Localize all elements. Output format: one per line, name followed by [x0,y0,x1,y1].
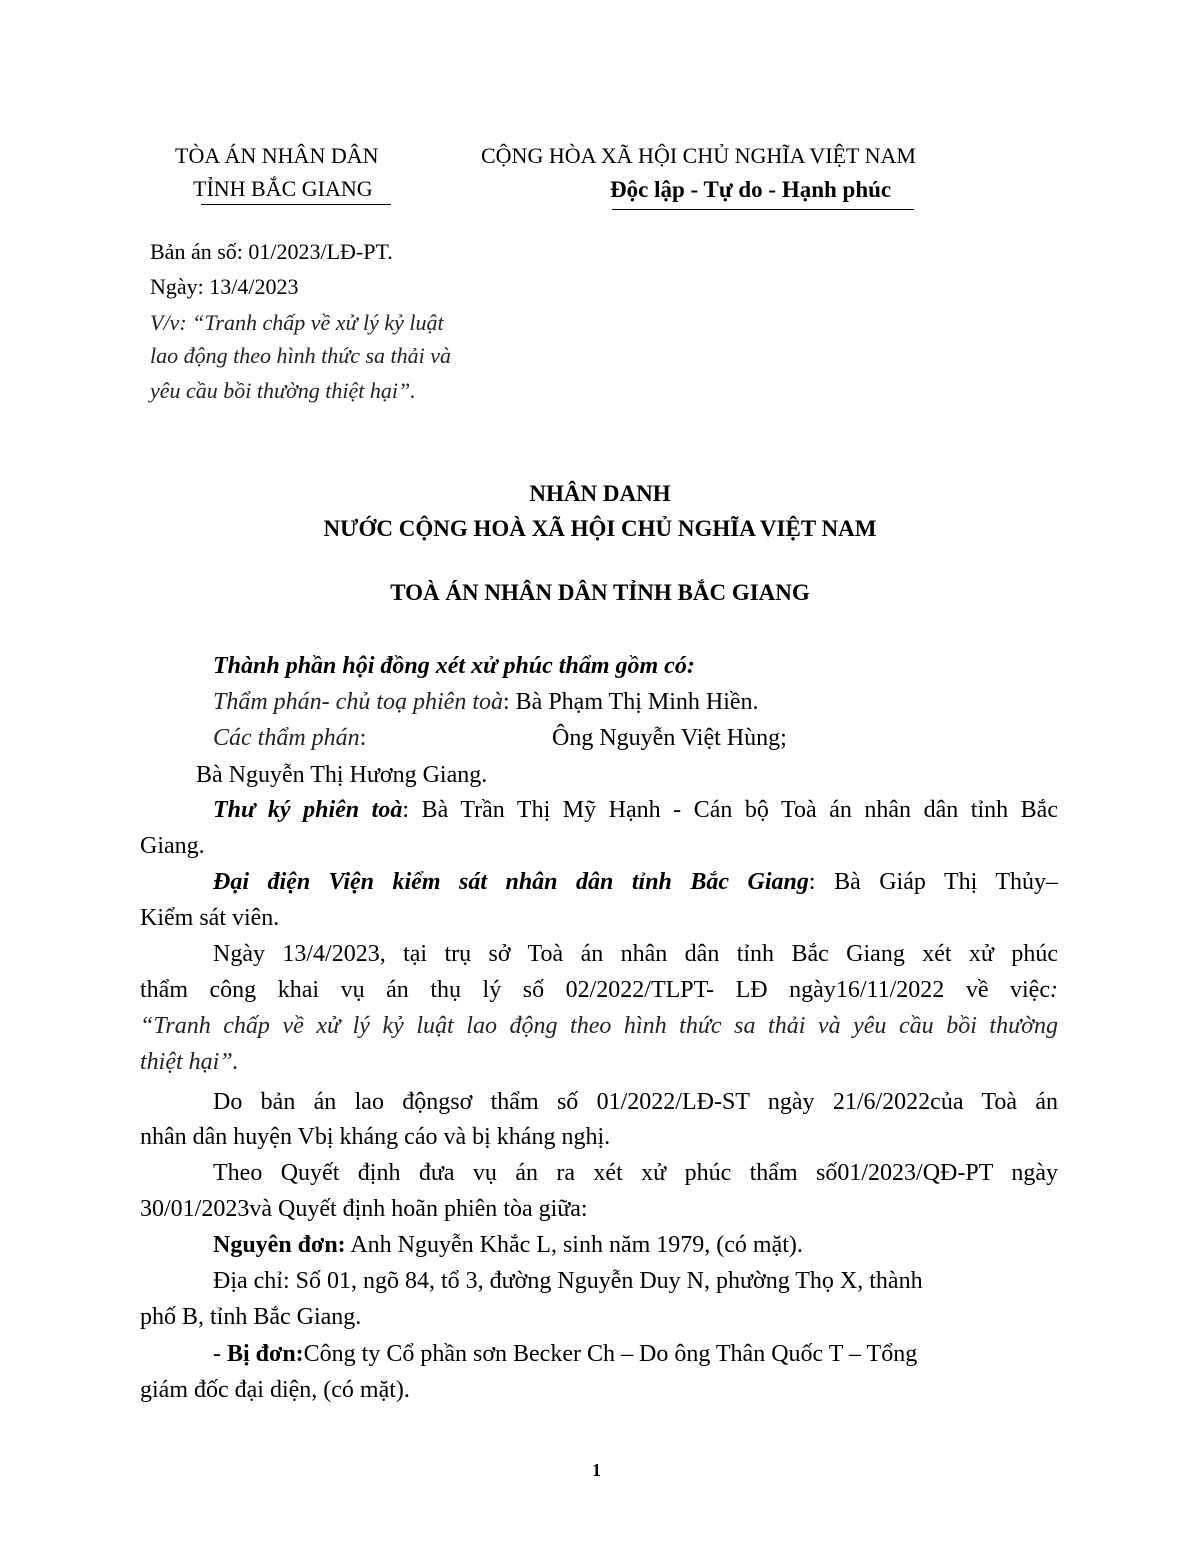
procuracy-line1 [140,869,1058,896]
plaintiff-label: Nguyên đơn: [213,1232,346,1258]
para1-line1: Ngày 13/4/2023, tại trụ sở Toà án nhân dân tỉnh Bắc Giang xét xử phúc [213,941,1058,967]
case-subject-line3: yêu cầu bồi thường thiệt hại”. [150,378,416,403]
procuracy-label: Đại điện Viện kiểm sát nhân dân tỉnh Bắc Giang [213,869,809,895]
para2-line2: nhân dân huyện Vbị kháng cáo và bị kháng nghị. [140,1124,611,1150]
procuracy-value: : Bà Giáp Thị Thủy– [808,869,1058,895]
plaintiff-line [213,1232,803,1259]
title-court: TOÀ ÁN NHÂN DÂN TỈNH BẮC GIANG [390,580,810,605]
defendant-label: Bị đơn: [227,1341,304,1367]
defendant-line1: - Bị đơn:Công ty Cổ phần sơn Becker Ch – Do ông Thân Quốc T – Tổng [213,1341,918,1367]
national-motto: Độc lập - Tự do - Hạnh phúc [610,177,892,202]
panel-heading: Thành phần hội đồng xét xử phúc thẩm gồm có: [213,653,695,679]
judges-label: Các thẩm phán: [213,725,367,751]
para3-line2: 30/01/2023và Quyết định hoãn phiên tòa giữa: [140,1196,588,1222]
clerk-label: Thư ký phiên toà [213,797,403,823]
para2-line1: Do bản án lao độngsơ thẩm số 01/2022/LĐ-ST ngày 21/6/2022của Toà án [213,1089,1058,1115]
defendant-value: Công ty Cổ phần sơn Becker Ch – Do ông Thân Quốc T – Tổng [303,1341,918,1367]
motto-underline [612,209,914,210]
presiding-judge-label: Thẩm phán- chủ toạ phiên toà [213,689,503,715]
presiding-judge-row [213,689,759,716]
case-subject-line1: V/v: “Tranh chấp về xử lý kỷ luật [150,310,444,335]
plaintiff-value: Anh Nguyễn Khắc L, sinh năm 1979, (có mặt). [345,1232,803,1258]
clerk-line2: Giang. [140,833,205,859]
procuracy-line2: Kiểm sát viên. [140,905,280,931]
address-line1: Địa chỉ: Số 01, ngõ 84, tổ 3, đường Nguyễn Duy N, phường Thọ X, thành [213,1268,923,1294]
defendant-line2: giám đốc đại diện, (có mặt). [140,1377,410,1403]
title-republic: NƯỚC CỘNG HOÀ XÃ HỘI CHỦ NGHĨA VIỆT NAM [323,516,877,541]
case-number: Bản án số: 01/2023/LĐ-PT. [150,239,393,264]
clerk-value: : Bà Trần Thị Mỹ Hạnh - Cán bộ Toà án nhân dân tỉnh Bắc [402,797,1058,823]
para1-line4: thiệt hại”. [140,1049,239,1075]
address-line2: phố B, tỉnh Bắc Giang. [140,1304,362,1330]
para1-line2: thẩm công khai vụ án thụ lý số 02/2022/TLPT- LĐ ngày16/11/2022 về việc: [140,977,1058,1003]
para3-line1: Theo Quyết định đưa vụ án ra xét xử phúc thẩm số01/2023/QĐ-PT ngày [213,1160,1058,1186]
court-name-underline [201,204,391,205]
presiding-judge-name: : Bà Phạm Thị Minh Hiền. [502,689,759,715]
page-number: 1 [592,1460,601,1480]
judge-1: Ông Nguyễn Việt Hùng; [552,725,787,751]
case-subject-line2: lao động theo hình thức sa thải và [150,343,452,368]
para1-line3: “Tranh chấp về xử lý kỷ luật lao động theo hình thức sa thải và yêu cầu bồi thường [140,1013,1058,1039]
court-name-line1: TÒA ÁN NHÂN DÂN [175,143,379,168]
case-date: Ngày: 13/4/2023 [150,274,299,299]
country-name: CỘNG HÒA XÃ HỘI CHỦ NGHĨA VIỆT NAM [481,143,916,168]
clerk-line1 [140,797,1058,824]
judge-2: Bà Nguyễn Thị Hương Giang. [196,762,488,788]
court-name-line2: TỈNH BẮC GIANG [193,176,373,201]
title-in-the-name: NHÂN DANH [529,481,671,506]
